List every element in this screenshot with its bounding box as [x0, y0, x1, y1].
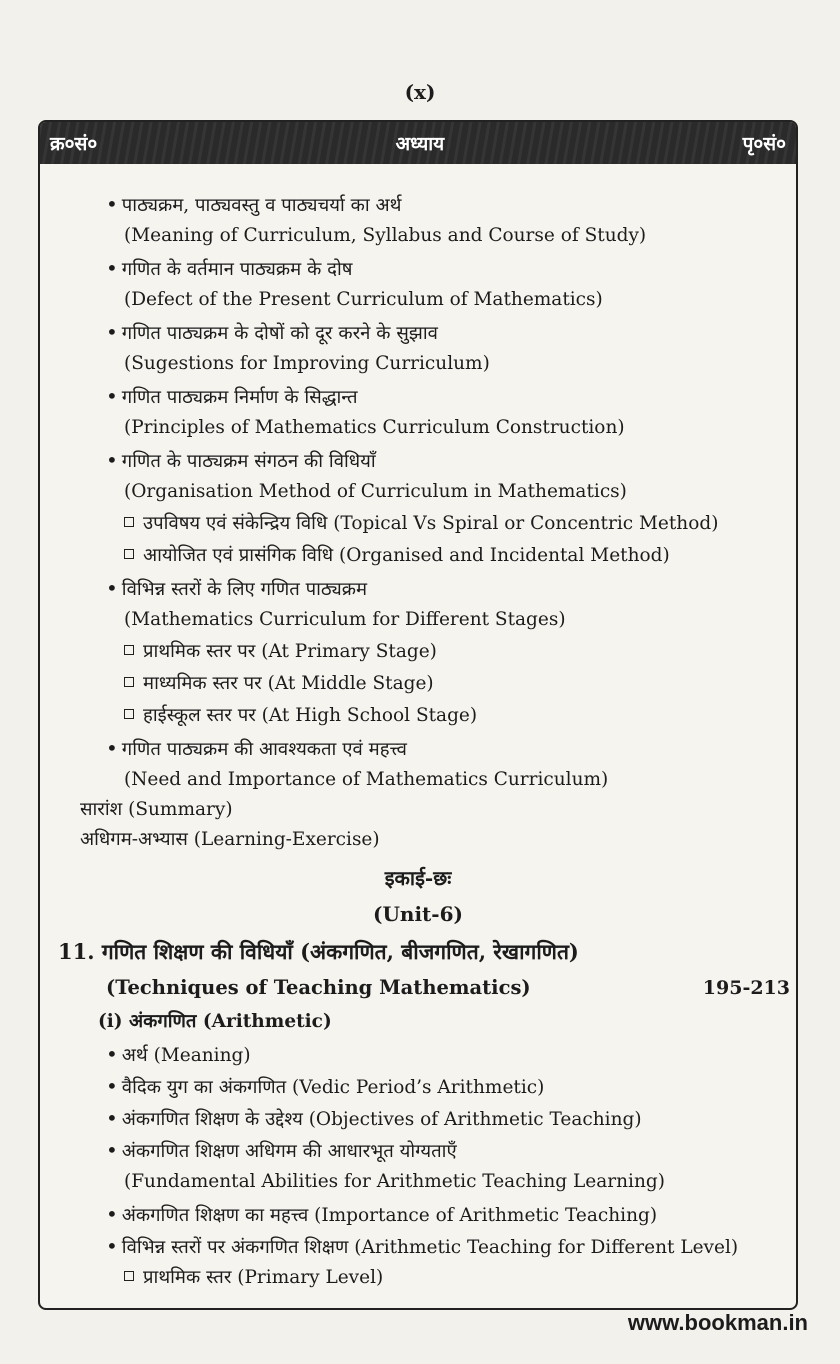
- header-serial: क्र०सं०: [50, 133, 98, 155]
- sub-list-item: प्राथमिक स्तर (Primary Level): [124, 1262, 383, 1294]
- list-item-english: (Mathematics Curriculum for Different Stages): [124, 609, 566, 630]
- list-item-english: (Need and Importance of Mathematics Curriculum): [124, 769, 609, 790]
- square-bullet-icon: [124, 549, 134, 559]
- list-item: • अंकगणित शिक्षण का महत्त्व (Importance of Arithmetic Teaching): [106, 1198, 657, 1232]
- list-item: • गणित के वर्तमान पाठ्यक्रम के दोष: [106, 252, 352, 286]
- sub-list-item: आयोजित एवं प्रासंगिक विधि (Organised and Incidental Method): [124, 540, 670, 572]
- list-item-english: (Sugestions for Improving Curriculum): [124, 353, 490, 374]
- list-item-english: (Defect of the Present Curriculum of Mathematics): [124, 289, 603, 310]
- table-of-contents: [38, 120, 798, 1310]
- list-item: • गणित पाठ्यक्रम की आवश्यकता एवं महत्त्व: [106, 732, 407, 766]
- sub-list-item: उपविषय एवं संकेन्द्रिय विधि (Topical Vs Spiral or Concentric Method): [124, 508, 718, 540]
- square-bullet-icon: [124, 645, 134, 655]
- chapter-title-hindi: 11. गणित शिक्षण की विधियाँ (अंकगणित, बीजगणित, रेखागणित): [58, 939, 579, 964]
- list-item: • गणित पाठ्यक्रम के दोषों को दूर करने के सुझाव: [106, 316, 438, 350]
- list-item-english: (Principles of Mathematics Curriculum Construction): [124, 417, 625, 438]
- sub-list-item: प्राथमिक स्तर पर (At Primary Stage): [124, 636, 437, 668]
- header-page: पृ०सं०: [742, 133, 786, 155]
- list-item: • अर्थ (Meaning): [106, 1038, 251, 1072]
- page-number: (x): [404, 80, 436, 104]
- square-bullet-icon: [124, 709, 134, 719]
- sub-list-item: माध्यमिक स्तर पर (At Middle Stage): [124, 668, 434, 700]
- list-item: • अंकगणित शिक्षण अधिगम की आधारभूत योग्यताएँ: [106, 1134, 457, 1168]
- sub-list-item: हाईस्कूल स्तर पर (At High School Stage): [124, 700, 477, 732]
- chapter-pages: 195-213: [702, 977, 790, 999]
- list-item-english: (Fundamental Abilities for Arithmetic Teaching Learning): [124, 1171, 665, 1192]
- summary-item: सारांश (Summary): [80, 799, 233, 820]
- toc-header: [40, 122, 796, 164]
- list-item: • विभिन्न स्तरों के लिए गणित पाठ्यक्रम: [106, 572, 367, 606]
- exercise-item: अधिगम-अभ्यास (Learning-Exercise): [80, 829, 380, 850]
- list-item: • गणित के पाठ्यक्रम संगठन की विधियाँ: [106, 444, 376, 478]
- list-item-english: (Organisation Method of Curriculum in Mathematics): [124, 481, 627, 502]
- list-item: • वैदिक युग का अंकगणित (Vedic Period’s Arithmetic): [106, 1070, 544, 1104]
- list-item: • अंकगणित शिक्षण के उद्देश्य (Objectives of Arithmetic Teaching): [106, 1102, 642, 1136]
- list-item: • विभिन्न स्तरों पर अंकगणित शिक्षण (Arithmetic Teaching for Different Level): [106, 1230, 738, 1264]
- website-footer: www.bookman.in: [627, 1310, 808, 1335]
- square-bullet-icon: [124, 1271, 134, 1281]
- square-bullet-icon: [124, 677, 134, 687]
- list-item: • पाठ्यक्रम, पाठ्यवस्तु व पाठ्यचर्या का अर्थ: [106, 188, 401, 222]
- unit-title-english: (Unit-6): [373, 902, 463, 926]
- square-bullet-icon: [124, 517, 134, 527]
- chapter-title-english: (Techniques of Teaching Mathematics): [106, 976, 531, 999]
- section-title: (i) अंकगणित (Arithmetic): [98, 1011, 332, 1032]
- header-chapter: अध्याय: [395, 133, 445, 155]
- list-item-english: (Meaning of Curriculum, Syllabus and Course of Study): [124, 225, 647, 246]
- list-item: • गणित पाठ्यक्रम निर्माण के सिद्धान्त: [106, 380, 358, 414]
- unit-title-hindi: इकाई-छः: [384, 866, 452, 890]
